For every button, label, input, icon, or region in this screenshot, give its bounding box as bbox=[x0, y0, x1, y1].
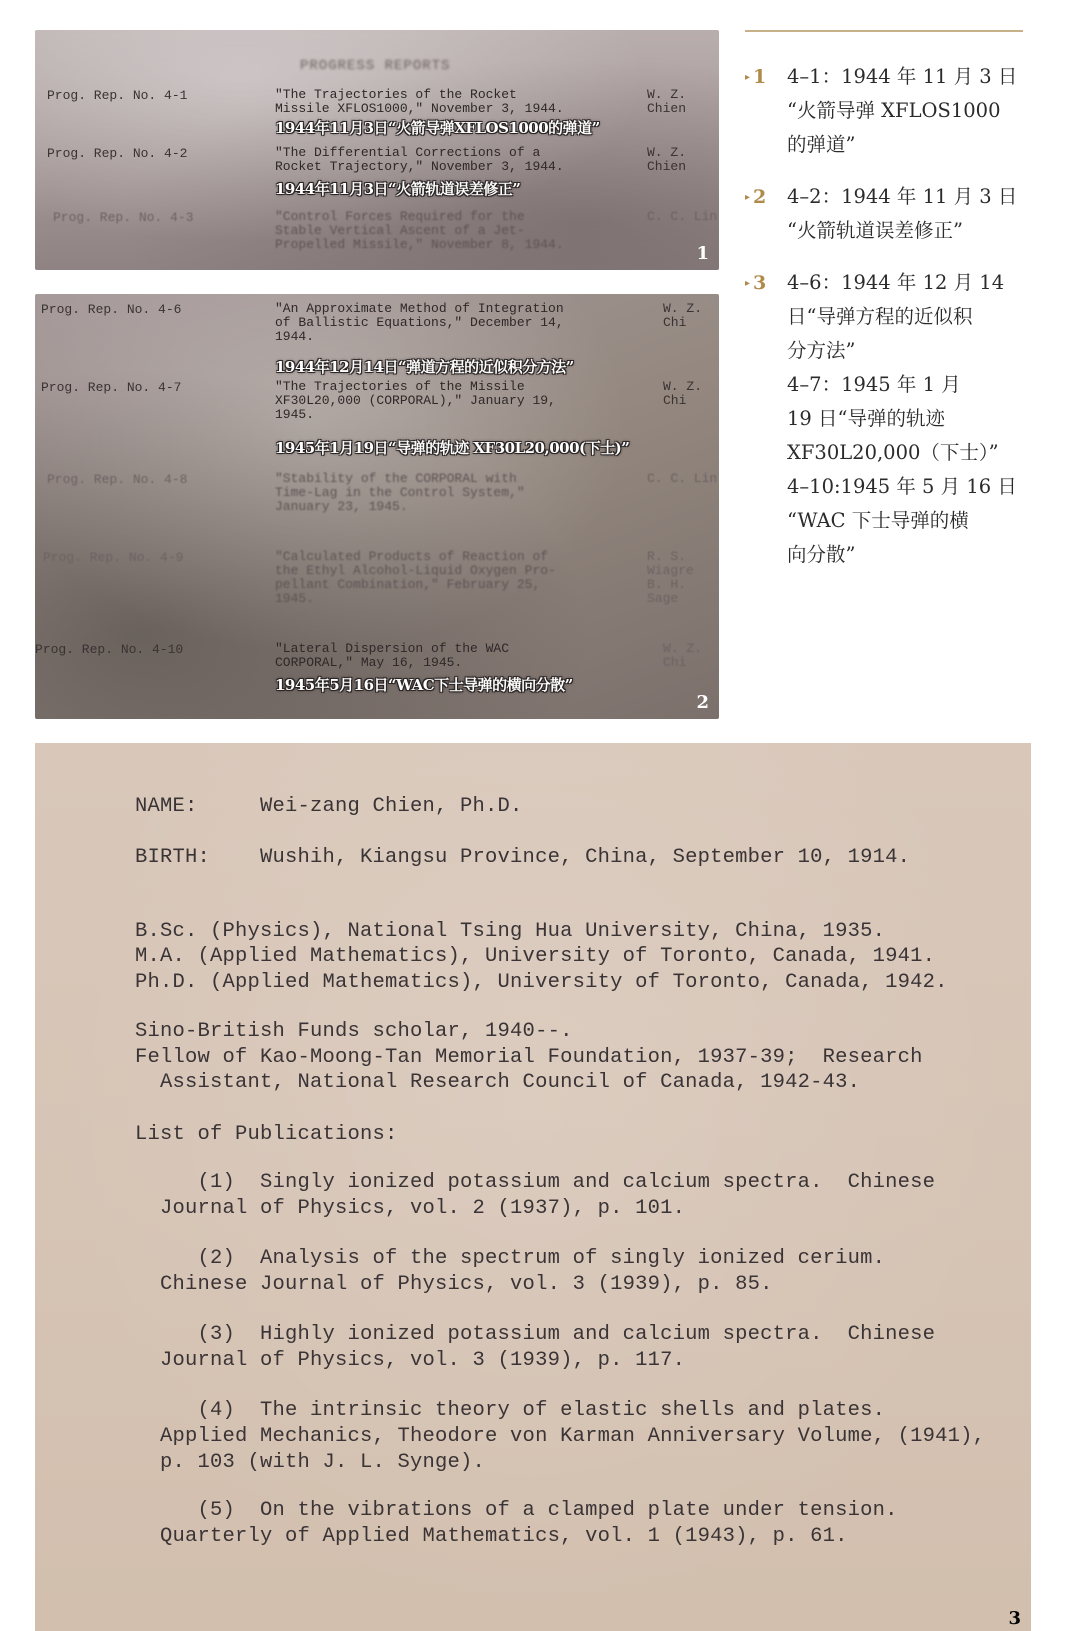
chinese-overlay-caption: 1944年11月3日“火箭轨道误差修正” bbox=[275, 180, 521, 198]
caption-line: 4–10:1945 年 5 月 16 日 bbox=[787, 475, 1017, 498]
triangle-bullet-icon: ▸ bbox=[745, 192, 751, 203]
chinese-overlay-caption: 1944年11月3日“火箭导弹XFLOS1000的弹道” bbox=[275, 119, 600, 137]
report-title: "Lateral Dispersion of the WAC CORPORAL," May 16, 1945. bbox=[275, 641, 510, 670]
caption-line: 分方法” bbox=[787, 339, 856, 362]
caption-line: 4–1：1944 年 11 月 3 日 bbox=[787, 65, 1018, 88]
doc-publication-line: Journal of Physics, vol. 2 (1937), p. 101. bbox=[135, 1197, 686, 1220]
report-title: "An Approximate Method of Integration of Ballistic Equations," December 14, 1944. bbox=[275, 301, 564, 344]
report-author: W. Z. Chi bbox=[663, 301, 703, 330]
caption-line: 向分散” bbox=[787, 543, 856, 566]
caption-item-1 bbox=[745, 60, 1025, 162]
report-label: Prog. Rep. No. 4-7 bbox=[41, 380, 182, 395]
doc-degree-line: Ph.D. (Applied Mathematics), University of Toronto, Canada, 1942. bbox=[135, 971, 948, 994]
report-author: C. C. Lin bbox=[647, 471, 718, 486]
figure-number-1: 1 bbox=[696, 243, 709, 264]
report-author: W. Z. Chi bbox=[663, 641, 703, 670]
doc-publication-line: (3) Highly ionized potassium and calcium spectra. Chinese bbox=[135, 1323, 936, 1346]
caption-marker: ▸ 1 bbox=[745, 66, 767, 88]
caption-item-3 bbox=[745, 266, 1025, 572]
report-label: Prog. Rep. No. 4-10 bbox=[35, 642, 184, 657]
photo-progress-reports-1 bbox=[35, 30, 719, 270]
report-title: "Stability of the CORPORAL with Time-Lag in the Control System," January 23, 1945. bbox=[275, 471, 525, 514]
caption-line: “WAC 下士导弹的横 bbox=[787, 509, 969, 532]
caption-item-2 bbox=[745, 180, 1025, 248]
report-label: Prog. Rep. No. 4-9 bbox=[43, 550, 184, 565]
doc-publication-line: Chinese Journal of Physics, vol. 3 (1939), p. 85. bbox=[135, 1273, 773, 1296]
caption-line: 日“导弹方程的近似积 bbox=[787, 305, 973, 328]
report-author: W. Z. Chien bbox=[647, 145, 687, 174]
report-label: Prog. Rep. No. 4-2 bbox=[47, 146, 188, 161]
report-label: Prog. Rep. No. 4-3 bbox=[53, 210, 194, 225]
blurred-header: PROGRESS REPORTS bbox=[300, 58, 451, 74]
doc-publications-heading: List of Publications: bbox=[135, 1123, 398, 1146]
caption-line: “火箭导弹 XFLOS1000 bbox=[787, 99, 1001, 122]
caption-line: “火箭轨道误差修正” bbox=[787, 219, 963, 242]
figure-number-3: 3 bbox=[1008, 1608, 1021, 1629]
report-author: W. Z. Chi bbox=[663, 379, 703, 408]
doc-degree-line: B.Sc. (Physics), National Tsing Hua University, China, 1935. bbox=[135, 920, 886, 943]
caption-column bbox=[745, 30, 1025, 590]
caption-line: XF30L20,000（下士）” bbox=[787, 441, 999, 464]
doc-honor-line: Sino-British Funds scholar, 1940--. bbox=[135, 1020, 573, 1043]
report-title: "Calculated Products of Reaction of the Ethyl Alcohol-Liquid Oxygen Pro- pellant Combination," February 25, 1945. bbox=[275, 549, 556, 606]
caption-line: 4–6：1944 年 12 月 14 bbox=[787, 271, 1005, 294]
doc-publication-line: (2) Analysis of the spectrum of singly ionized cerium. bbox=[135, 1247, 886, 1270]
doc-publication-line: (5) On the vibrations of a clamped plate under tension. bbox=[135, 1499, 898, 1522]
doc-publication-line: (4) The intrinsic theory of elastic shells and plates. bbox=[135, 1399, 886, 1422]
report-author: W. Z. Chien bbox=[647, 87, 687, 116]
caption-line: 4–2：1944 年 11 月 3 日 bbox=[787, 185, 1018, 208]
doc-publication-line: Quarterly of Applied Mathematics, vol. 1 (1943), p. 61. bbox=[135, 1525, 848, 1548]
caption-line: 4–7：1945 年 1 月 bbox=[787, 373, 961, 396]
caption-line: 19 日“导弹的轨迹 bbox=[787, 407, 945, 430]
figure-number-2: 2 bbox=[696, 692, 709, 713]
chinese-overlay-caption: 1944年12月14日“弹道方程的近似积分方法” bbox=[275, 358, 574, 376]
doc-honor-line: Assistant, National Research Council of Canada, 1942-43. bbox=[135, 1071, 861, 1094]
chinese-overlay-caption: 1945年5月16日“WAC下士导弹的横向分散” bbox=[275, 676, 573, 694]
triangle-bullet-icon: ▸ bbox=[745, 278, 751, 289]
doc-honor-line: Fellow of Kao-Moong-Tan Memorial Foundation, 1937-39; Research bbox=[135, 1046, 923, 1069]
doc-degree-line: M.A. (Applied Mathematics), University of Toronto, Canada, 1941. bbox=[135, 945, 936, 968]
caption-marker: ▸ 3 bbox=[745, 272, 767, 294]
report-label: Prog. Rep. No. 4-8 bbox=[47, 472, 188, 487]
report-label: Prog. Rep. No. 4-6 bbox=[41, 302, 182, 317]
photo-progress-reports-2 bbox=[35, 294, 719, 719]
caption-top-rule bbox=[745, 30, 1023, 32]
report-title: "The Differential Corrections of a Rocket Trajectory," November 3, 1944. bbox=[275, 145, 564, 174]
triangle-bullet-icon: ▸ bbox=[745, 72, 751, 83]
chinese-overlay-caption: 1945年1月19日“导弹的轨迹 XF30L20,000(下士)” bbox=[275, 439, 630, 457]
report-title: "The Trajectories of the Missile XF30L20,000 (CORPORAL)," January 19, 1945. bbox=[275, 379, 556, 422]
report-title: "Control Forces Required for the Stable Vertical Ascent of a Jet- Propelled Missile," November 8, 1944. bbox=[275, 209, 564, 252]
caption-line: 的弹道” bbox=[787, 133, 856, 156]
caption-marker: ▸ 2 bbox=[745, 186, 767, 208]
doc-publication-line: (1) Singly ionized potassium and calcium spectra. Chinese bbox=[135, 1171, 936, 1194]
typewritten-cv-document bbox=[35, 743, 1031, 1631]
doc-publication-line: Journal of Physics, vol. 3 (1939), p. 117. bbox=[135, 1349, 686, 1372]
report-author: C. C. Lin bbox=[647, 209, 718, 224]
doc-name-line: NAME: Wei-zang Chien, Ph.D. bbox=[135, 795, 523, 818]
report-author: R. S. Wiagre B. H. Sage bbox=[647, 549, 694, 606]
report-label: Prog. Rep. No. 4-1 bbox=[47, 88, 188, 103]
doc-birth-line: BIRTH: Wushih, Kiangsu Province, China, September 10, 1914. bbox=[135, 846, 911, 869]
doc-publication-line: Applied Mechanics, Theodore von Karman Anniversary Volume, (1941), bbox=[135, 1425, 986, 1448]
report-title: "The Trajectories of the Rocket Missile XFLOS1000," November 3, 1944. bbox=[275, 87, 564, 116]
doc-publication-line: p. 103 (with J. L. Synge). bbox=[135, 1451, 486, 1474]
